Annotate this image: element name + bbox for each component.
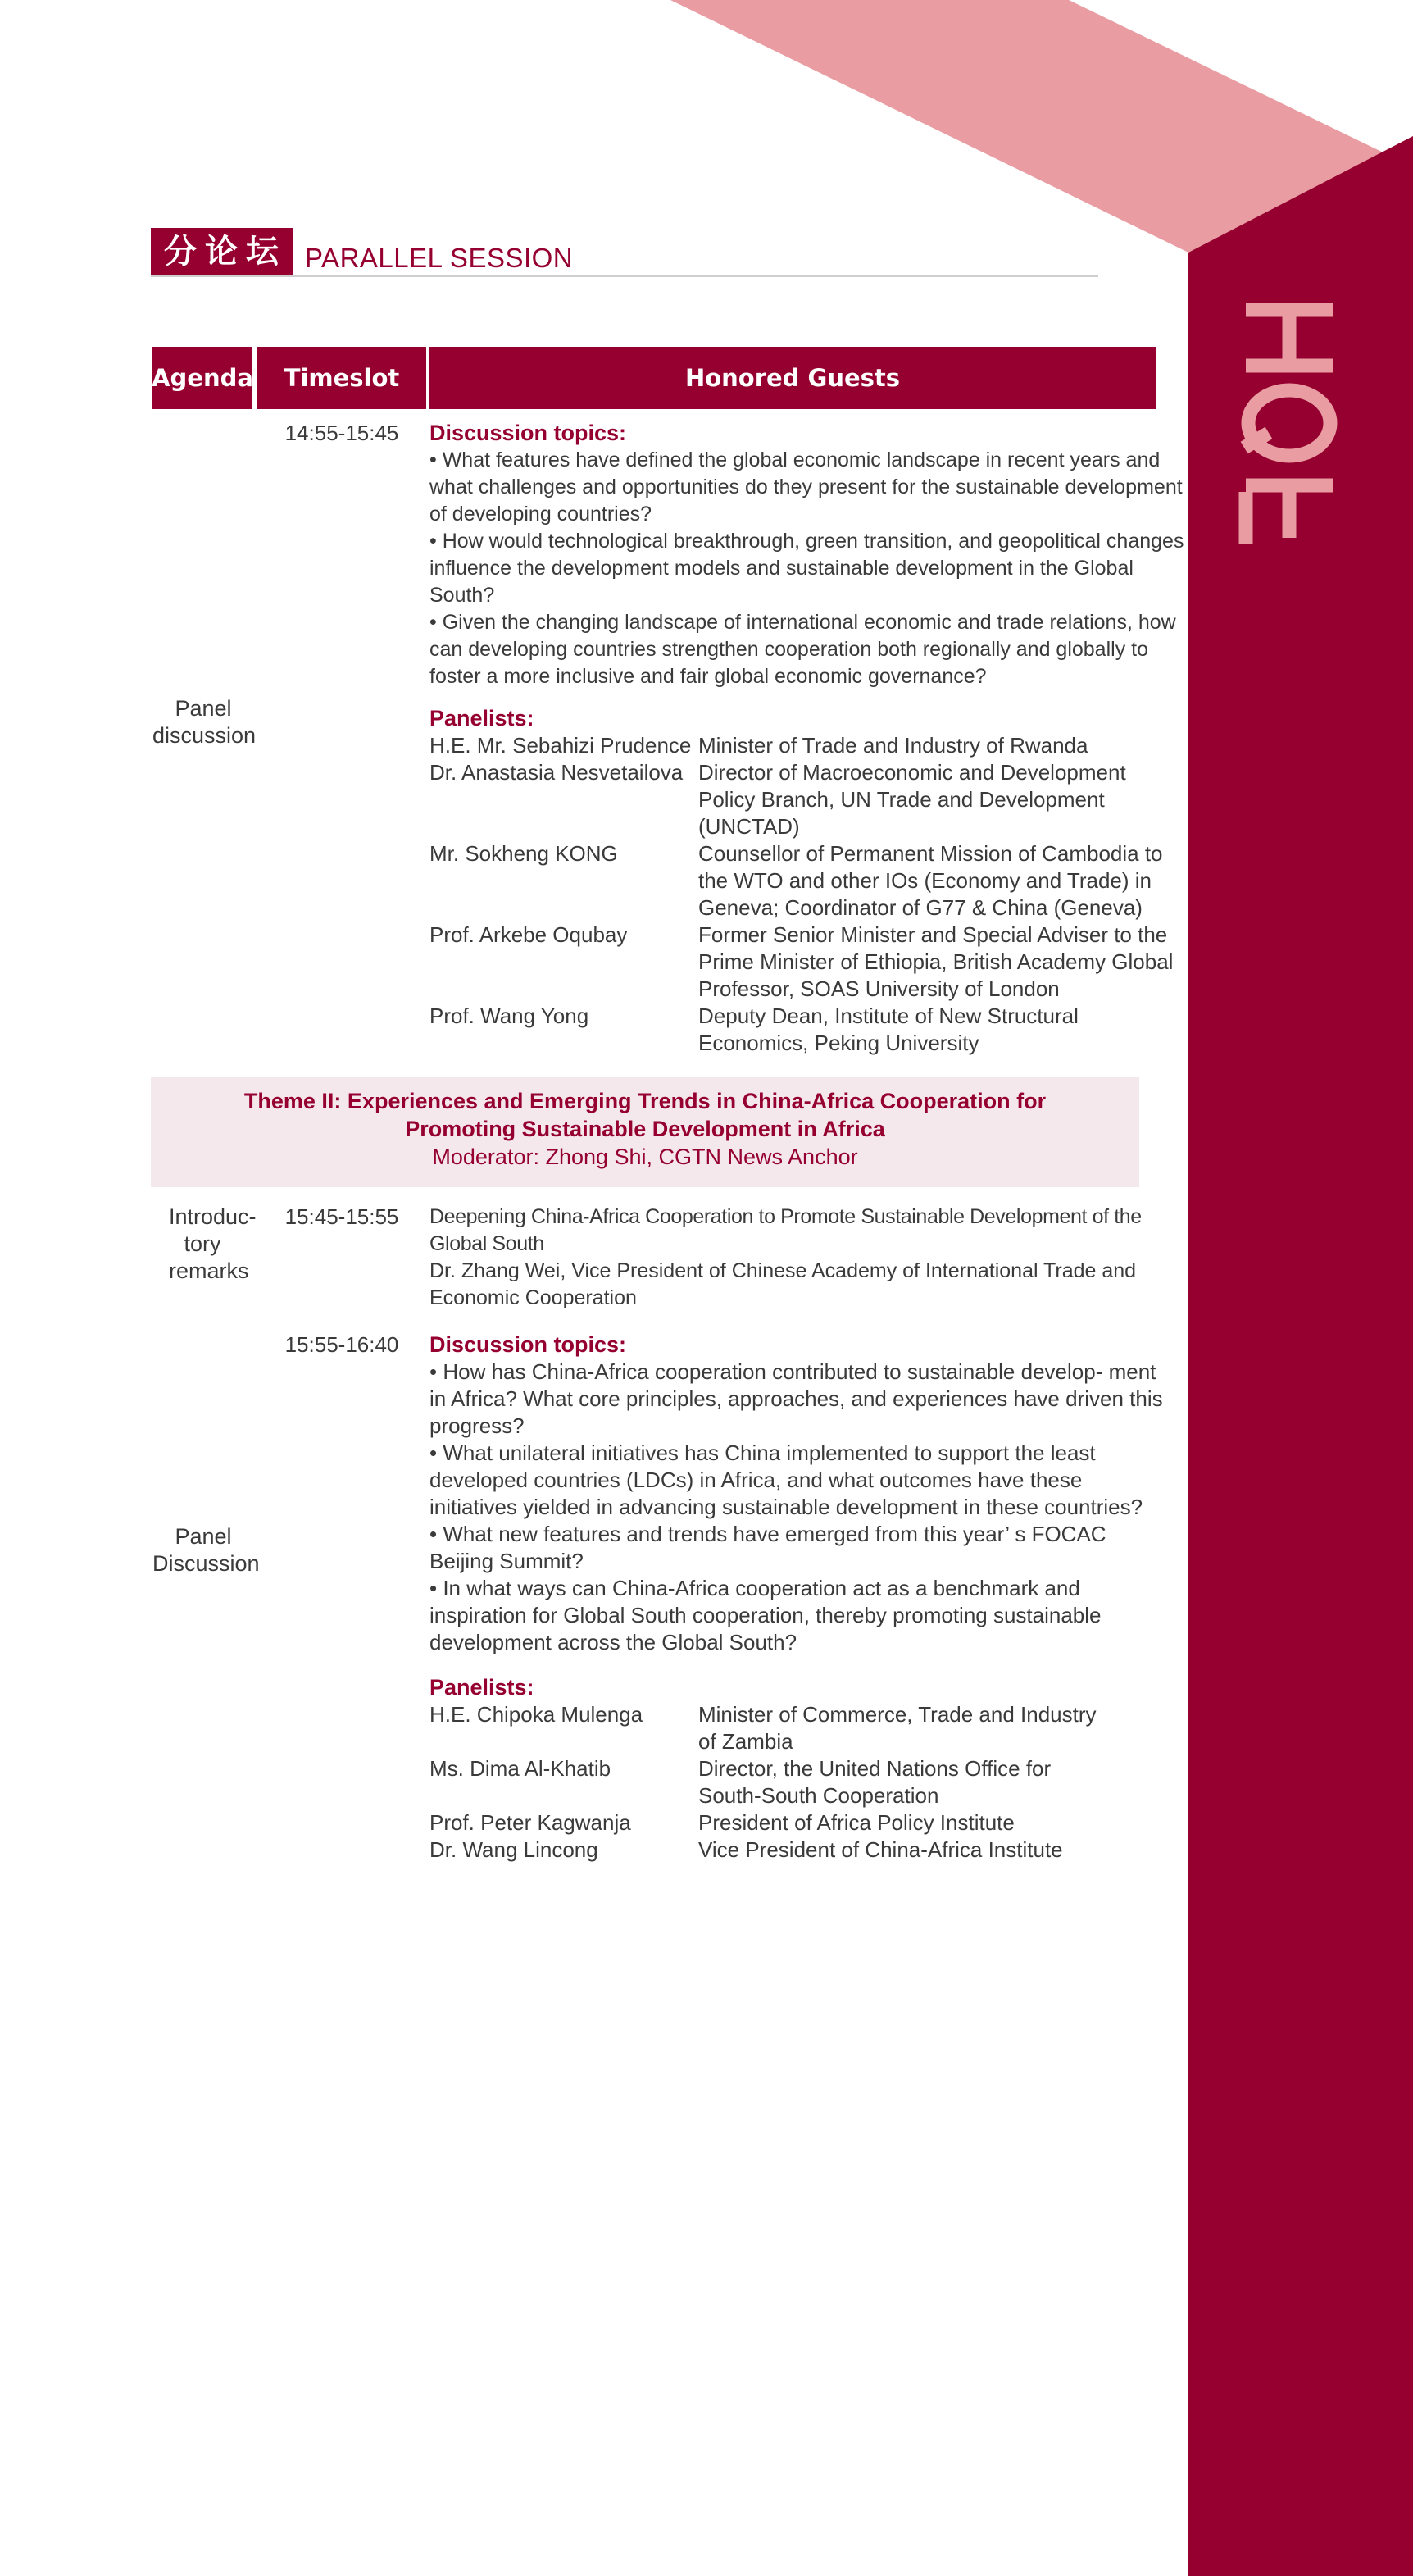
discussion-topic: • How has China-Africa cooperation contributed to sustainable develop- ment in Africa? What core principles, approaches, and experiences have driven this progress? xyxy=(429,1359,1163,1438)
panelist-name: Prof. Peter Kagwanja xyxy=(429,1810,631,1835)
panelist-row xyxy=(429,1755,1167,1809)
panelist-row xyxy=(429,922,1185,1003)
panelist-role: Counsellor of Permanent Mission of Cambodia to the WTO and other IOs (Economy and Trade) in Geneva; Coordinator of G77 & China (Geneva) xyxy=(698,841,1163,920)
agenda-panel-discussion-2: Panel Discussion xyxy=(152,1524,260,1576)
guests-column-header: Honored Guests xyxy=(429,347,1156,409)
panelist-name: Mr. Sokheng KONG xyxy=(429,841,618,866)
theme-title: Theme II: Experiences and Emerging Trends in China-Africa Cooperation for Promoting Sustainable Development in Africa xyxy=(243,1089,1047,1141)
timeslot-1: 14:55-15:45 xyxy=(284,421,399,445)
theme-banner xyxy=(151,1077,1139,1187)
panelist-role: Deputy Dean, Institute of New Structural Economics, Peking University xyxy=(698,1004,1079,1055)
panelist-role: Director of Macroeconomic and Development Policy Branch, UN Trade and Development (UNCTAD) xyxy=(698,760,1126,839)
remarks-speaker: Dr. Zhang Wei, Vice President of Chinese Academy of International Trade and Economic Cooperation xyxy=(429,1259,1137,1309)
remarks-subject: Deepening China-Africa Cooperation to Promote Sustainable Development of the Global South xyxy=(429,1205,1142,1255)
panelist-role: Director, the United Nations Office for South-South Cooperation xyxy=(698,1756,1052,1808)
panelist-role: Former Senior Minister and Special Adviser to the Prime Minister of Ethiopia, British Academy Global Professor, SOAS University of London xyxy=(698,922,1174,1001)
header-divider xyxy=(151,275,1098,277)
panelist-role: President of Africa Policy Institute xyxy=(698,1810,1015,1835)
timeslot-column-header: Timeslot xyxy=(257,347,426,409)
panelist-row xyxy=(429,840,1185,922)
pink-diagonal-band xyxy=(670,0,1393,253)
block2-content xyxy=(429,1204,1167,1312)
panelist-name: Ms. Dima Al-Khatib xyxy=(429,1756,611,1781)
agenda-column-header: Agenda xyxy=(152,347,252,409)
timeslot-2: 15:45-15:55 xyxy=(284,1204,399,1229)
discussion-topic: • What unilateral initiatives has China implemented to support the least developed countries (LDCs) in Africa, and what outcomes have these initiatives yielded in advancing sustainable development in these countries? xyxy=(429,1440,1143,1519)
section-header xyxy=(151,228,573,275)
chinese-title-badge: 分论坛 xyxy=(151,228,293,275)
moderator-line: Moderator: Zhong Shi, CGTN News Anchor xyxy=(432,1145,858,1169)
panelist-name: H.E. Mr. Sebahizi Prudence xyxy=(429,733,692,758)
panelist-row xyxy=(429,1809,1167,1836)
panelist-row xyxy=(429,1701,1167,1755)
discussion-topic: • What new features and trends have emerged from this year’ s FOCAC Beijing Summit? xyxy=(429,1522,1106,1573)
panelists-heading: Panelists: xyxy=(429,1675,534,1700)
panelist-name: H.E. Chipoka Mulenga xyxy=(429,1702,643,1727)
block3-panelists xyxy=(429,1674,1167,1864)
discussion-topics-heading: Discussion topics: xyxy=(429,421,627,445)
panelist-name: Prof. Arkebe Oqubay xyxy=(429,922,628,947)
discussion-topics-heading: Discussion topics: xyxy=(429,1332,627,1357)
block1-panelists xyxy=(429,705,1185,1057)
panelist-role: Vice President of China-Africa Institute xyxy=(698,1837,1063,1862)
block1-content xyxy=(429,420,1185,690)
agenda-panel-discussion-1: Panel discussion xyxy=(152,696,257,748)
panelist-name: Prof. Wang Yong xyxy=(429,1004,589,1028)
block3-content xyxy=(429,1331,1167,1656)
panelist-role: Minister of Trade and Industry of Rwanda xyxy=(698,733,1088,758)
panelist-row xyxy=(429,759,1185,840)
discussion-topic: • What features have defined the global economic landscape in recent years and what challenges and opportunities do they present for the sustainable development of developing countries? xyxy=(429,448,1183,526)
panelists-heading: Panelists: xyxy=(429,706,534,730)
panelist-name: Dr. Anastasia Nesvetailova xyxy=(429,760,684,785)
timeslot-3: 15:55-16:40 xyxy=(284,1332,399,1357)
discussion-topic: • Given the changing landscape of international economic and trade relations, how can developing countries strengthen cooperation both regionally and globally to foster a more inclusive and fair global economic governance? xyxy=(429,611,1176,688)
parallel-session-title: PARALLEL SESSION xyxy=(305,243,574,273)
panelist-row xyxy=(429,1836,1167,1864)
panelist-role: Minister of Commerce, Trade and Industry of Zambia xyxy=(698,1702,1097,1754)
discussion-topic: • How would technological breakthrough, green transition, and geopolitical changes influence the development models and sustainable development in the Global South? xyxy=(429,530,1184,607)
panelist-name: Dr. Wang Lincong xyxy=(429,1837,598,1862)
panelist-row xyxy=(429,732,1185,759)
agenda-introductory-remarks: Introduc- tory remarks xyxy=(169,1204,257,1283)
hqf-logo-icon xyxy=(1236,302,1343,556)
discussion-topic: • In what ways can China-Africa cooperation act as a benchmark and inspiration for Global South cooperation, thereby promoting sustainable development across the Global South? xyxy=(429,1576,1102,1654)
panelist-row xyxy=(429,1003,1185,1057)
